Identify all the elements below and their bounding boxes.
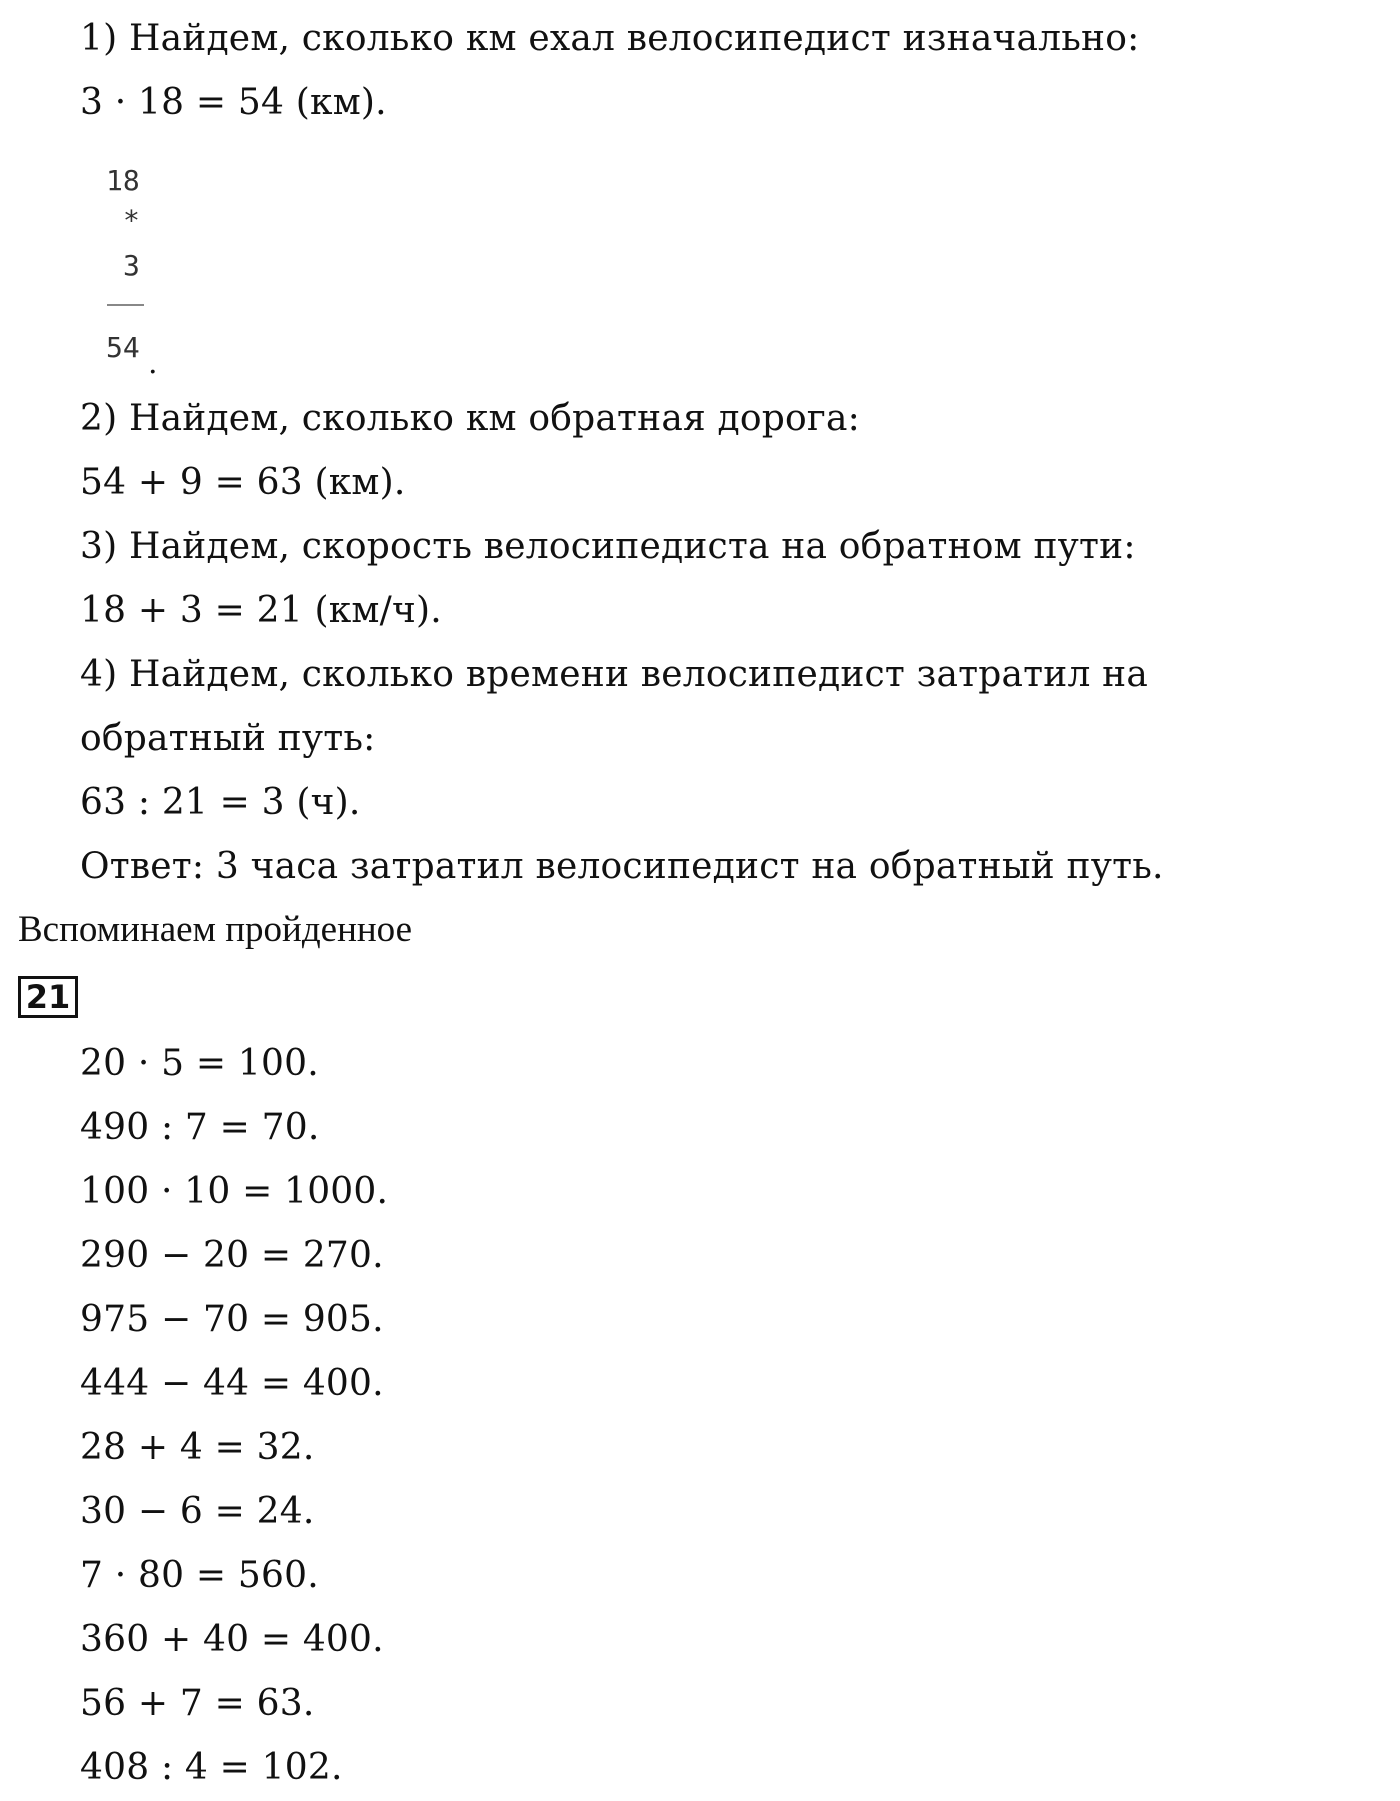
- task-line: 28 + 4 = 32.: [80, 1427, 315, 1468]
- step-2-text: 2) Найдем, сколько км обратная дорога:: [80, 398, 860, 439]
- task-line: 975 − 70 = 905.: [80, 1299, 384, 1340]
- step-1-calc: 3 · 18 = 54 (км).: [80, 82, 387, 123]
- step-3-text: 3) Найдем, скорость велосипедиста на обратном пути:: [80, 526, 1136, 567]
- column-top-number: 18: [106, 164, 140, 197]
- column-multiplication: [100, 164, 160, 381]
- task-line: 100 · 10 = 1000.: [80, 1171, 389, 1212]
- task-number-badge: 21: [18, 976, 78, 1018]
- task-line: 20 · 5 = 100.: [80, 1043, 319, 1084]
- task-line: 490 : 7 = 70.: [80, 1107, 320, 1148]
- step-1-text: 1) Найдем, сколько км ехал велосипедист изначально:: [80, 18, 1140, 59]
- task-line: 56 + 7 = 63.: [80, 1683, 315, 1724]
- column-trailing-dot: .: [148, 346, 158, 381]
- task-line: 30 − 6 = 24.: [80, 1491, 315, 1532]
- task-line: 444 − 44 = 400.: [80, 1363, 384, 1404]
- section-heading: Вспоминаем пройденное: [18, 909, 413, 950]
- task-line: 7 · 80 = 560.: [80, 1555, 319, 1596]
- answer-line: Ответ: 3 часа затратил велосипедист на обратный путь.: [80, 846, 1164, 887]
- column-result: 54: [106, 331, 140, 364]
- task-line: 408 : 4 = 102.: [80, 1747, 343, 1788]
- task-line: 290 − 20 = 270.: [80, 1235, 384, 1276]
- step-3-calc: 18 + 3 = 21 (км/ч).: [80, 590, 442, 631]
- step-4-text-continued: обратный путь:: [80, 718, 376, 759]
- column-bottom-number: 3: [123, 249, 140, 282]
- column-underline: [107, 304, 144, 306]
- column-operator: *: [123, 204, 140, 237]
- step-4-text: 4) Найдем, сколько времени велосипедист затратил на: [80, 654, 1149, 695]
- step-4-calc: 63 : 21 = 3 (ч).: [80, 782, 361, 823]
- step-2-calc: 54 + 9 = 63 (км).: [80, 462, 406, 503]
- task-line: 360 + 40 = 400.: [80, 1619, 384, 1660]
